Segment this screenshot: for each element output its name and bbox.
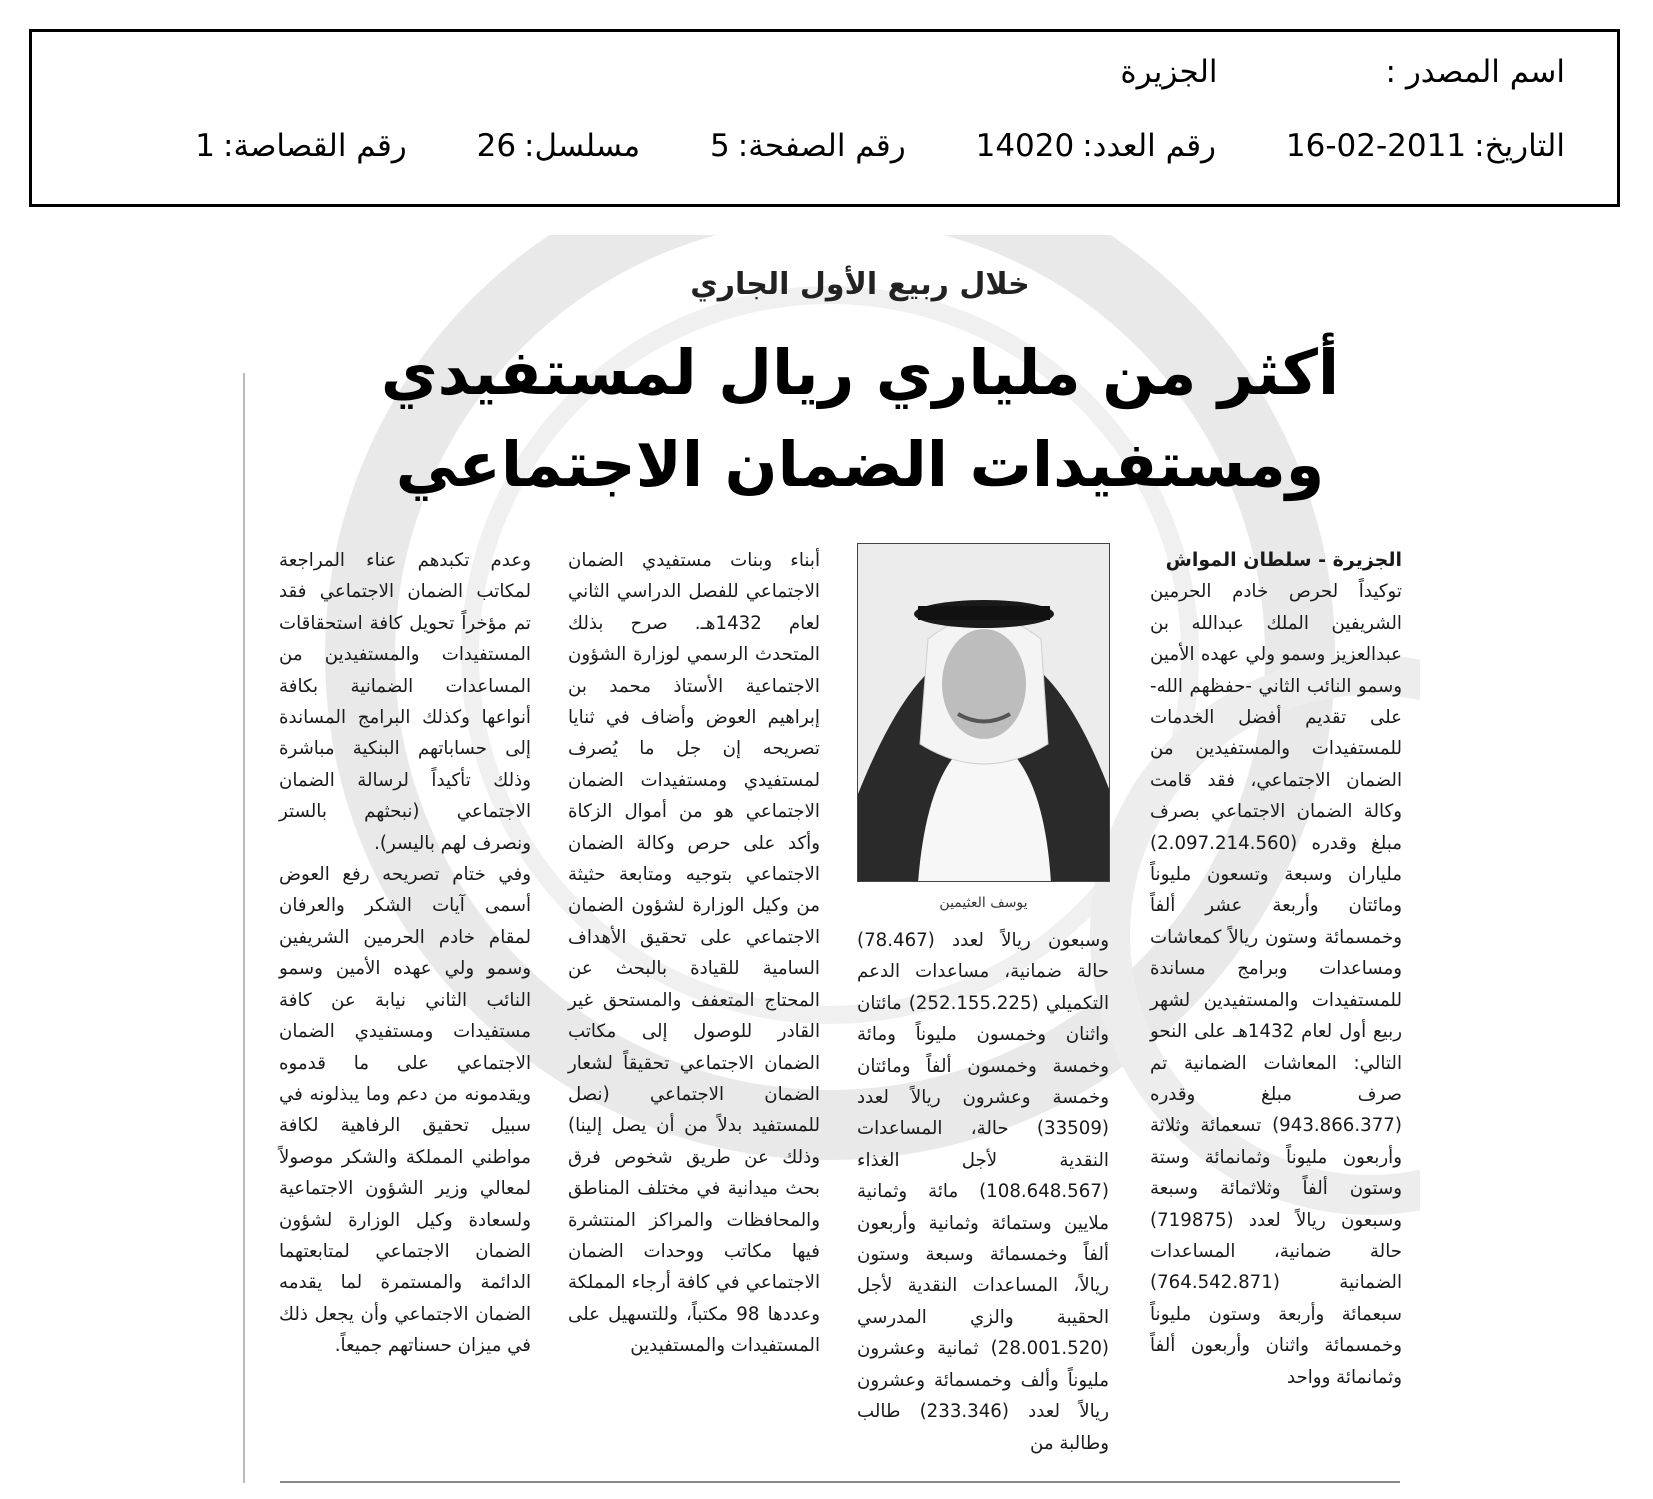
page-value: 5 bbox=[710, 128, 730, 164]
article-column-1 bbox=[1150, 545, 1402, 1393]
clip-value: 1 bbox=[195, 128, 215, 164]
article-column-2 bbox=[857, 925, 1109, 1459]
article-column-4 bbox=[279, 545, 531, 1362]
clip-label: رقم القصاصة: bbox=[223, 128, 407, 164]
page-label: رقم الصفحة: bbox=[737, 128, 906, 164]
column-border-left bbox=[243, 373, 245, 1483]
article-kicker: خلال ربيع الأول الجاري bbox=[690, 267, 1030, 302]
date-label: التاريخ: bbox=[1474, 128, 1565, 164]
source-row bbox=[1120, 54, 1565, 90]
column-3-text: أبناء وبنات مستفيدي الضمان الاجتماعي للفصل الدراسي الثاني لعام 1432هـ. صرح بذلك المتحدث الرسمي لوزارة الشؤون الاجتماعية الأستاذ محمد بن إبراهيم العوض وأضاف في ثنايا تصريحه إن جل ما يُصرف لمستفيدي ومستفيدات الضمان الاجتماعي هو من أموال الزكاة وأكد على حرص وكالة الضمان الاجتماعي بتوجيه ومتابعة حثيثة من وكيل الوزارة لشؤون الضمان الاجتماعي على تحقيق الأهداف السامية للقيادة بالبحث عن المحتاج المتعفف والمستحق غير القادر للوصول إلى مكاتب الضمان الاجتماعي تحقيقاً لشعار الضمان الاجتماعي (نصل للمستفيد بدلاً من أن يصل إلينا) وذلك عن طريق شخوص فرق بحث ميدانية في مختلف المناطق والمحافظات والمراكز المنتشرة فيها مكاتب ووحدات الضمان الاجتماعي في كافة أرجاء المملكة وعددها 98 مكتباً، وللتسهيل على المستفيدات والمستفيدين bbox=[568, 550, 820, 1357]
date-value: 2011-02-16 bbox=[1285, 128, 1467, 164]
details-row bbox=[195, 128, 1565, 164]
source-metadata-box bbox=[29, 29, 1620, 207]
source-label: اسم المصدر : bbox=[1385, 54, 1565, 90]
portrait-photo bbox=[857, 543, 1110, 882]
issue-label: رقم العدد: bbox=[1082, 128, 1217, 164]
column-4-closing-text: وفي ختام تصريحه رفع العوض أسمى آيات الشكر والعرفان لمقام خادم الحرمين الشريفين وسمو ولي عهده الأمين وسمو النائب الثاني نيابة عن كافة مستفيدات ومستفيدي الضمان الاجتماعي على ما قدموه ويقدمونه من دعم وما يبذلونه في سبيل تحقيق الرفاهية لكافة مواطني المملكة والشكر موصولاً لمعالي وزير الشؤون الاجتماعية ولسعادة وكيل الوزارة لشؤون الضمان الاجتماعي لمتابعتهما الدائمة والمستمرة لما يقدمه الضمان الاجتماعي وأن يجعل ذلك في ميزان حسناتهم جميعاً. bbox=[279, 864, 531, 1357]
photo-caption: يوسف العثيمين bbox=[939, 895, 1028, 911]
article-bottom-rule bbox=[280, 1481, 1400, 1483]
article-column-3 bbox=[568, 545, 820, 1362]
headline-line-2: ومستفيدات الضمان الاجتماعي bbox=[395, 428, 1325, 501]
column-1-text: توكيداً لحرص خادم الحرمين الشريفين الملك عبدالله بن عبدالعزيز وسمو ولي عهده الأمين وسمو النائب الثاني -حفظهم الله- على تقديم أفضل الخدمات للمستفيدات والمستفيدين من الضمان الاجتماعي، فقد قامت وكالة الضمان الاجتماعي بصرف مبلغ وقدره (2.097.214.560) ملياران وسبعة وتسعون مليوناً ومائتان وأربعة عشر ألفاً وخمسمائة وستون ريالاً كمعاشات ومساعدات وبرامج مساندة للمستفيدات والمستفيدين لشهر ربيع أول لعام 1432هـ على النحو التالي: المعاشات الضمانية تم صرف مبلغ وقدره (943.866.377) تسعمائة وثلاثة وأربعون مليوناً وثمانمائة وستة وستون ألفاً وثلاثمائة وسبعة وسبعون ريالاً لعدد (719875) حالة ضمانية، المساعدات الضمانية (764.542.871) سبعمائة وأربعة وستون مليوناً وخمسمائة واثنان وأربعون ألفاً وثمانمائة وواحد bbox=[1150, 581, 1403, 1388]
serial-value: 26 bbox=[476, 128, 517, 164]
column-2-text: وسبعون ريالاً لعدد (78.467) حالة ضمانية، مساعدات الدعم التكميلي (252.155.225) مائتان واثنان وخمسون مليوناً ومائة وخمسة وخمسون ألفاً ومائتان وخمسة وعشرون ريالاً لعدد (33509) حالة، المساعدات النقدية لأجل الغذاء (108.648.567) مائة وثمانية ملايين وستمائة وثمانية وأربعون ألفاً وخمسمائة وسبعة وستون ريالاً، المساعدات النقدية لأجل الحقيبة والزي المدرسي (28.001.520) ثمانية وعشرون مليوناً وألف وخمسمائة وعشرون ريالاً لعدد (233.346) طالب وطالبة من bbox=[857, 930, 1110, 1454]
headline-line-1: أكثر من ملياري ريال لمستفيدي bbox=[380, 336, 1340, 409]
column-4-text: وعدم تكبدهم عناء المراجعة لمكاتب الضمان الاجتماعي فقد تم مؤخراً تحويل كافة استحقاقات المستفيدات والمستفيدين من المساعدات الضمانية بكافة أنواعها وكذلك البرامج المساندة إلى حساباتهم البنكية مباشرة وذلك تأكيداً لرسالة الضمان الاجتماعي (نبحثهم بالستر ونصرف لهم باليسر). bbox=[279, 550, 531, 854]
source-value: الجزيرة bbox=[1120, 54, 1218, 90]
article-headline bbox=[240, 327, 1420, 511]
article-byline: الجزيرة - سلطان المواش bbox=[1165, 549, 1402, 571]
issue-value: 14020 bbox=[975, 128, 1075, 164]
serial-label: مسلسل: bbox=[524, 128, 641, 164]
